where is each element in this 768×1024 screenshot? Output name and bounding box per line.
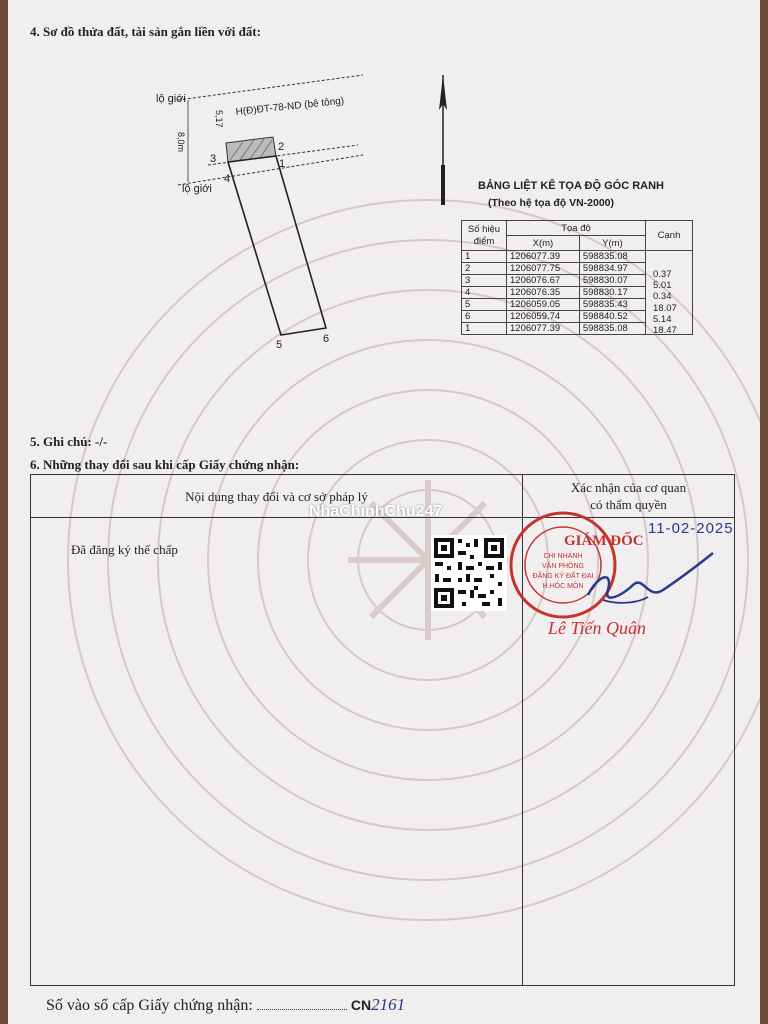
edge-value: 18.07 [653, 302, 677, 314]
mortgage-entry: Đã đăng ký thế chấp [71, 542, 178, 557]
land-plot-diagram [148, 70, 368, 360]
point-6-label: 6 [323, 333, 330, 345]
cell: 598840.52 [579, 311, 645, 323]
dim-8-0: 8,0m [176, 132, 186, 153]
table-row [462, 251, 693, 263]
edge-values [653, 269, 677, 336]
cell: 1206077.39 [507, 323, 580, 335]
edge-value: 18.47 [653, 325, 677, 337]
svg-text:ĐĂNG KÝ ĐẤT ĐAI: ĐĂNG KÝ ĐẤT ĐAI [532, 573, 594, 580]
changes-right-header [523, 479, 734, 513]
signing-date: 11-02-2025 [648, 520, 734, 537]
svg-text:VĂN PHÒNG: VĂN PHÒNG [541, 563, 585, 570]
qr-code-icon[interactable] [431, 535, 507, 611]
cell: 598834.97 [579, 263, 645, 275]
point-5-label: 5 [276, 339, 283, 351]
cell: 6 [462, 311, 507, 323]
cell: 1206077.39 [507, 251, 580, 263]
cell: 4 [462, 287, 507, 299]
cell: 1206059.74 [507, 311, 580, 323]
section-4-title: 4. Sơ đồ thửa đất, tài sản gắn liền với đất: [30, 24, 261, 39]
cn-prefix: CN [350, 997, 372, 1013]
right-header-line1: Xác nhận của cơ quan [570, 480, 687, 495]
lo-gioi-bottom-label: lộ giới [182, 183, 212, 195]
lo-gioi-top-label: lộ giới [156, 93, 186, 105]
col-coord-header: Tọa độ [507, 221, 646, 236]
cn-number: 2161 [371, 995, 406, 1014]
edge-value: 5.01 [653, 280, 672, 292]
col-edge-header: Cạnh [646, 221, 693, 251]
cell: 598830.17 [579, 287, 645, 299]
col-point-header: Số hiệu điểm [462, 221, 507, 251]
cell: 1 [462, 251, 507, 263]
col-y-header: Y(m) [579, 236, 645, 251]
cell: 598835.43 [579, 299, 645, 311]
edge-value: 0.34 [653, 291, 672, 303]
svg-text:CHI NHÁNH: CHI NHÁNH [543, 553, 583, 560]
signer-name: Lê Tiến Quân [548, 618, 647, 638]
cell: 1206076.67 [507, 275, 580, 287]
point-1-label: 1 [279, 158, 286, 170]
cell: 598835.08 [579, 323, 645, 335]
point-2-label: 2 [278, 141, 285, 153]
edge-value: 5.14 [653, 313, 672, 325]
cell: 2 [462, 263, 507, 275]
cell: 1206076.35 [507, 287, 580, 299]
cell: 598830.07 [579, 275, 645, 287]
signature-icon [568, 545, 718, 615]
cell: 1206059.05 [507, 299, 580, 311]
section-6-title: 6. Những thay đổi sau khi cấp Giấy chứng nhận: [30, 457, 300, 472]
svg-text:H.HÓC MÔN: H.HÓC MÔN [542, 583, 584, 590]
point-3-label: 3 [210, 153, 217, 165]
changes-left-header: Nội dung thay đổi và cơ sở pháp lý [185, 489, 368, 504]
right-header-line2: có thẩm quyền [590, 497, 667, 512]
cell: 5 [462, 299, 507, 311]
dotted-line [257, 1009, 347, 1010]
coords-table-title: BẢNG LIỆT KÊ TỌA ĐỘ GÓC RANH [478, 180, 664, 192]
edge-value: 0.37 [653, 269, 672, 280]
north-arrow-icon [428, 70, 458, 210]
watermark-text: NhaChinhChu247 [309, 503, 443, 520]
director-title: GIÁM ĐỐC [564, 533, 644, 549]
cell: 598835.08 [579, 251, 645, 263]
cell: 3 [462, 275, 507, 287]
cell: 1206077.75 [507, 263, 580, 275]
certificate-page [8, 0, 760, 1024]
section-5-title: 5. Ghi chú: -/- [30, 434, 108, 449]
dim-5-17: 5,17 [214, 110, 224, 128]
footer-label: Số vào sổ cấp Giấy chứng nhận: [46, 997, 253, 1014]
road-label: H(Đ)ĐT-78-ND (bê tông) [235, 95, 345, 118]
point-4-label: 4 [224, 173, 231, 185]
certificate-number-line [46, 995, 405, 1015]
cell: 1 [462, 323, 507, 335]
col-x-header: X(m) [507, 236, 580, 251]
coords-table-subtitle: (Theo hệ tọa độ VN-2000) [488, 197, 615, 209]
